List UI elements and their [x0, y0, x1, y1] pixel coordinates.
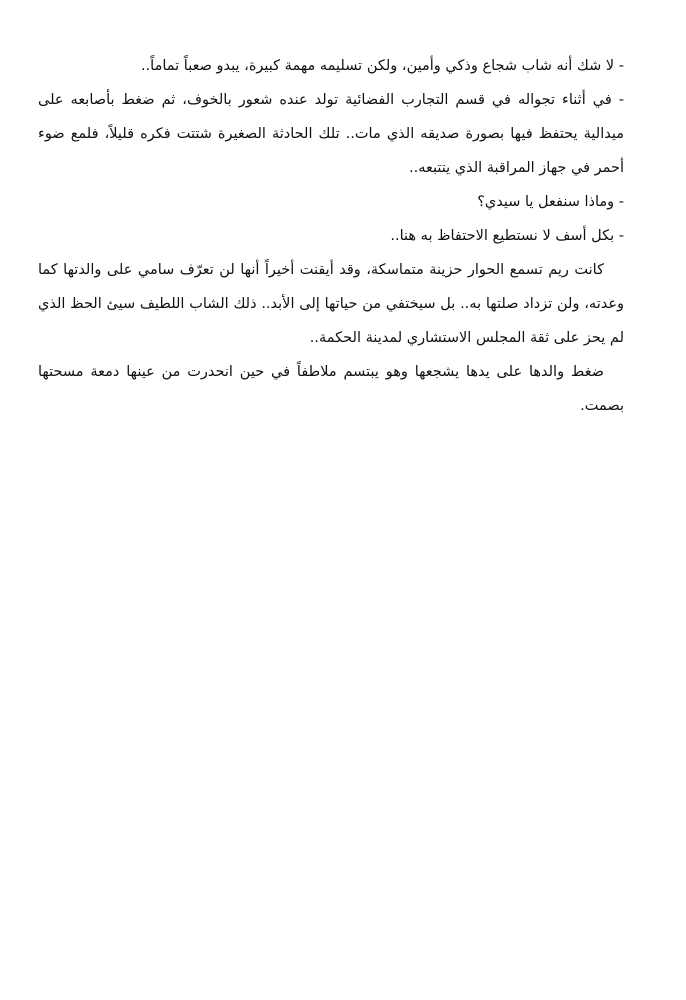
- document-body: [38, 49, 624, 423]
- narrative-paragraph: كانت ريم تسمع الحوار حزينة متماسكة، وقد أيقنت أخيراً أنها لن تعرّف سامي على والدتها كما وعدته، ولن تزداد صلتها به.. بل سيختفي من حياتها إلى الأبد.. ذلك الشاب اللطيف سيئ الحظ الذي لم يحز على ثقة المجلس الاستشاري لمدينة الحكمة..: [38, 262, 624, 346]
- dialogue-paragraph: - وماذا سنفعل يا سيدي؟: [477, 194, 624, 210]
- dialogue-paragraph: - في أثناء تجواله في قسم التجارب الفضائية تولد عنده شعور بالخوف، ثم ضغط بأصابعه على ميدالية يحتفظ فيها بصورة صديقه الذي مات.. تلك الحادثة الصغيرة شتتت فكره قليلاً، فلمع ضوء أحمر في جهاز المراقبة الذي يتتبعه..: [38, 92, 624, 176]
- dialogue-paragraph: - بكل أسف لا نستطيع الاحتفاظ به هنا..: [390, 228, 624, 244]
- narrative-paragraph: ضغط والدها على يدها يشجعها وهو يبتسم ملاطفاً في حين انحدرت من عينها دمعة مسحتها بصمت.: [38, 364, 624, 414]
- dialogue-paragraph: - لا شك أنه شاب شجاع وذكي وأمين، ولكن تسليمه مهمة كبيرة، يبدو صعباً تماماً..: [140, 58, 624, 74]
